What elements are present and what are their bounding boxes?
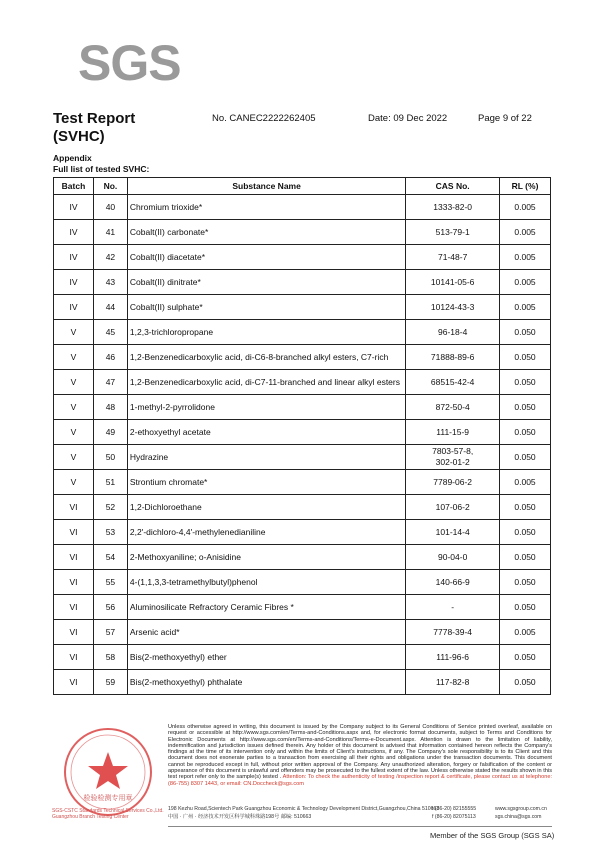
- cell-no: 45: [93, 320, 127, 345]
- table-row: [54, 570, 551, 595]
- report-number: No. CANEC2222262405: [212, 113, 316, 124]
- cell-substance-name: Cobalt(II) carbonate*: [127, 220, 405, 245]
- cell-batch: IV: [54, 245, 94, 270]
- cell-substance-name: 1,2-Benzenedicarboxylic acid, di-C7-11-branched and linear alkyl esters: [127, 370, 405, 395]
- cell-cas-no: 10141-05-6: [406, 270, 500, 295]
- cell-no: 51: [93, 470, 127, 495]
- seal-caption: [52, 808, 164, 820]
- cell-no: 53: [93, 520, 127, 545]
- cell-rl: 0.050: [500, 495, 551, 520]
- header-rl: RL (%): [500, 178, 551, 195]
- table-row: [54, 445, 551, 470]
- cell-cas-no: 10124-43-3: [406, 295, 500, 320]
- cell-batch: V: [54, 370, 94, 395]
- table-row: [54, 670, 551, 695]
- table-row: [54, 320, 551, 345]
- cell-rl: 0.050: [500, 520, 551, 545]
- cell-substance-name: 4-(1,1,3,3-tetramethylbutyl)phenol: [127, 570, 405, 595]
- svhc-list-label: Full list of tested SVHC:: [53, 164, 150, 174]
- cell-substance-name: Bis(2-methoxyethyl) ether: [127, 645, 405, 670]
- cell-cas-no: 90-04-0: [406, 545, 500, 570]
- website-link[interactable]: www.sgsgroup.com.cn: [495, 806, 547, 812]
- disclaimer-attention: Attention: To check the authenticity of testing /inspection report & certificate, please contact us at telephone: (86-755) 8307 1443, or email: CN.Doccheck@sgs.com: [168, 774, 552, 787]
- cell-substance-name: 2-Methoxyaniline; o-Anisidine: [127, 545, 405, 570]
- cell-cas-no: 513-79-1: [406, 220, 500, 245]
- cell-cas-no: 107-06-2: [406, 495, 500, 520]
- cell-rl: 0.005: [500, 195, 551, 220]
- appendix-label: Appendix: [53, 153, 92, 163]
- cell-rl: 0.005: [500, 245, 551, 270]
- footer-web: [495, 805, 547, 821]
- report-subtitle: (SVHC): [53, 128, 105, 145]
- cell-substance-name: Chromium trioxide*: [127, 195, 405, 220]
- cell-substance-name: Cobalt(II) diacetate*: [127, 245, 405, 270]
- cell-rl: 0.050: [500, 345, 551, 370]
- cell-batch: V: [54, 470, 94, 495]
- cell-no: 41: [93, 220, 127, 245]
- footer-contact: [432, 805, 476, 821]
- cell-no: 44: [93, 295, 127, 320]
- table-row: [54, 545, 551, 570]
- cell-cas-no: 71888-89-6: [406, 345, 500, 370]
- cell-rl: 0.005: [500, 295, 551, 320]
- cell-substance-name: Cobalt(II) sulphate*: [127, 295, 405, 320]
- cell-substance-name: Hydrazine: [127, 445, 405, 470]
- cell-rl: 0.005: [500, 220, 551, 245]
- cell-cas-no: 111-15-9: [406, 420, 500, 445]
- cell-rl: 0.050: [500, 570, 551, 595]
- cell-no: 49: [93, 420, 127, 445]
- table-body: [54, 195, 551, 695]
- seal-line-3: Guangzhou Branch Testing Center: [52, 814, 129, 820]
- sgs-logo: SGS: [78, 35, 181, 91]
- cell-cas-no: 71-48-7: [406, 245, 500, 270]
- cell-cas-no: 140-66-9: [406, 570, 500, 595]
- cell-cas-no: 872-50-4: [406, 395, 500, 420]
- cell-substance-name: 1,2,3-trichloropropane: [127, 320, 405, 345]
- cell-no: 59: [93, 670, 127, 695]
- report-date: Date: 09 Dec 2022: [368, 113, 448, 124]
- cell-no: 47: [93, 370, 127, 395]
- cell-rl: 0.050: [500, 445, 551, 470]
- footer-address: [168, 805, 439, 821]
- cell-no: 52: [93, 495, 127, 520]
- cell-rl: 0.050: [500, 545, 551, 570]
- cell-batch: V: [54, 395, 94, 420]
- svg-text:检验检测专用章: 检验检测专用章: [83, 794, 133, 802]
- cell-batch: VI: [54, 645, 94, 670]
- cell-rl: 0.005: [500, 470, 551, 495]
- cell-batch: IV: [54, 270, 94, 295]
- table-header-row: [54, 178, 551, 195]
- cell-no: 55: [93, 570, 127, 595]
- cell-substance-name: Bis(2-methoxyethyl) phthalate: [127, 670, 405, 695]
- cell-rl: 0.005: [500, 270, 551, 295]
- cell-cas-no: 7778-39-4: [406, 620, 500, 645]
- table-row: [54, 520, 551, 545]
- table-row: [54, 245, 551, 270]
- cell-no: 43: [93, 270, 127, 295]
- cell-no: 46: [93, 345, 127, 370]
- header-no: No.: [93, 178, 127, 195]
- cell-no: 57: [93, 620, 127, 645]
- cell-no: 42: [93, 245, 127, 270]
- cell-substance-name: Cobalt(II) dinitrate*: [127, 270, 405, 295]
- table-row: [54, 395, 551, 420]
- seal-line-1: SGS-CSTC Standards Technical Services Co.,Ltd.: [52, 808, 164, 814]
- cell-cas-no: -: [406, 595, 500, 620]
- cell-substance-name: 2-ethoxyethyl acetate: [127, 420, 405, 445]
- table-row: [54, 270, 551, 295]
- cell-batch: V: [54, 445, 94, 470]
- cell-rl: 0.050: [500, 320, 551, 345]
- report-title: Test Report: [53, 110, 136, 127]
- cell-batch: V: [54, 320, 94, 345]
- cell-rl: 0.005: [500, 620, 551, 645]
- table-row: [54, 345, 551, 370]
- svhc-table: [53, 177, 551, 695]
- cell-batch: VI: [54, 570, 94, 595]
- footer-divider: [168, 826, 552, 827]
- cell-cas-no: 1333-82-0: [406, 195, 500, 220]
- cell-rl: 0.050: [500, 420, 551, 445]
- cell-cas-no: 101-14-4: [406, 520, 500, 545]
- cell-rl: 0.050: [500, 595, 551, 620]
- cell-cas-no: 96-18-4: [406, 320, 500, 345]
- table-row: [54, 220, 551, 245]
- disclaimer-body: Unless otherwise agreed in writing, this document is issued by the Company subject to its General Conditions of Service printed overleaf, available on request or accessible at http://www.sgs.com/en/Terms-and-Conditions.aspx and, for electronic format documents, subject to Terms and Conditions for Electronic Documents at http://www.sgs.com/en/Terms-and-Conditions/Terms-e-Document.aspx. Attention is drawn to the limitation of liability, indemnification and jurisdiction issues defined therein. Any holder of this document is advised that information contained hereon reflects the Company's findings at the time of its intervention only and within the limits of Client's instructions, if any. The Company's sole responsibility is to its Client and this document does not exonerate parties to a transaction from exercising all their rights and obligations under the transaction documents. This document cannot be reproduced except in full, without prior written approval of the Company. Any unauthorized alteration, forgery or falsification of the content or appearance of this document is unlawful and offenders may be prosecuted to the fullest extent of the law. Unless otherwise stated the results shown in this test report refer only to the sample(s) tested .: [168, 724, 552, 781]
- cell-substance-name: 2,2'-dichloro-4,4'-methylenedianiline: [127, 520, 405, 545]
- header-cas-no: CAS No.: [406, 178, 500, 195]
- telephone: t (86-20) 82155555: [432, 806, 477, 812]
- cell-batch: IV: [54, 295, 94, 320]
- table-row: [54, 370, 551, 395]
- cell-rl: 0.050: [500, 645, 551, 670]
- cell-batch: VI: [54, 595, 94, 620]
- cell-cas-no: 68515-42-4: [406, 370, 500, 395]
- page-number: Page 9 of 22: [478, 113, 532, 124]
- fax: f (86-20) 82075113: [432, 814, 476, 820]
- cell-batch: V: [54, 345, 94, 370]
- cell-no: 50: [93, 445, 127, 470]
- cell-rl: 0.050: [500, 395, 551, 420]
- address-chinese: 中国 · 广州 · 经济技术开发区科学城科珠路198号 邮编: 510663: [168, 814, 312, 820]
- cell-no: 56: [93, 595, 127, 620]
- cell-substance-name: 1,2-Dichloroethane: [127, 495, 405, 520]
- header-substance-name: Substance Name: [127, 178, 405, 195]
- cell-substance-name: Aluminosilicate Refractory Ceramic Fibres *: [127, 595, 405, 620]
- cell-batch: VI: [54, 620, 94, 645]
- cell-batch: VI: [54, 520, 94, 545]
- legal-disclaimer: [168, 724, 552, 787]
- cell-cas-no: 111-96-6: [406, 645, 500, 670]
- company-seal: [62, 726, 154, 818]
- cell-batch: VI: [54, 495, 94, 520]
- cell-batch: VI: [54, 545, 94, 570]
- cell-no: 58: [93, 645, 127, 670]
- table-row: [54, 495, 551, 520]
- cell-substance-name: 1-methyl-2-pyrrolidone: [127, 395, 405, 420]
- table-row: [54, 195, 551, 220]
- cell-substance-name: 1,2-Benzenedicarboxylic acid, di-C6-8-branched alkyl esters, C7-rich: [127, 345, 405, 370]
- cell-substance-name: Arsenic acid*: [127, 620, 405, 645]
- cell-batch: VI: [54, 670, 94, 695]
- table-row: [54, 595, 551, 620]
- email-link[interactable]: sgs.china@sgs.com: [495, 814, 542, 820]
- member-statement: Member of the SGS Group (SGS SA): [430, 831, 555, 840]
- cell-rl: 0.050: [500, 370, 551, 395]
- header-batch: Batch: [54, 178, 94, 195]
- table-row: [54, 645, 551, 670]
- address-english: 198 Kezhu Road,Scientech Park Guangzhou Economic & Technology Development District,Guangzhou,China 510663: [168, 806, 440, 812]
- cell-batch: IV: [54, 195, 94, 220]
- table-row: [54, 295, 551, 320]
- cell-batch: V: [54, 420, 94, 445]
- table-row: [54, 420, 551, 445]
- table-row: [54, 620, 551, 645]
- cell-no: 40: [93, 195, 127, 220]
- cell-cas-no: 117-82-8: [406, 670, 500, 695]
- cell-cas-no: 7803-57-8, 302-01-2: [406, 445, 500, 470]
- cell-substance-name: Strontium chromate*: [127, 470, 405, 495]
- cell-no: 48: [93, 395, 127, 420]
- table-row: [54, 470, 551, 495]
- cell-rl: 0.050: [500, 670, 551, 695]
- cell-batch: IV: [54, 220, 94, 245]
- cell-no: 54: [93, 545, 127, 570]
- cell-cas-no: 7789-06-2: [406, 470, 500, 495]
